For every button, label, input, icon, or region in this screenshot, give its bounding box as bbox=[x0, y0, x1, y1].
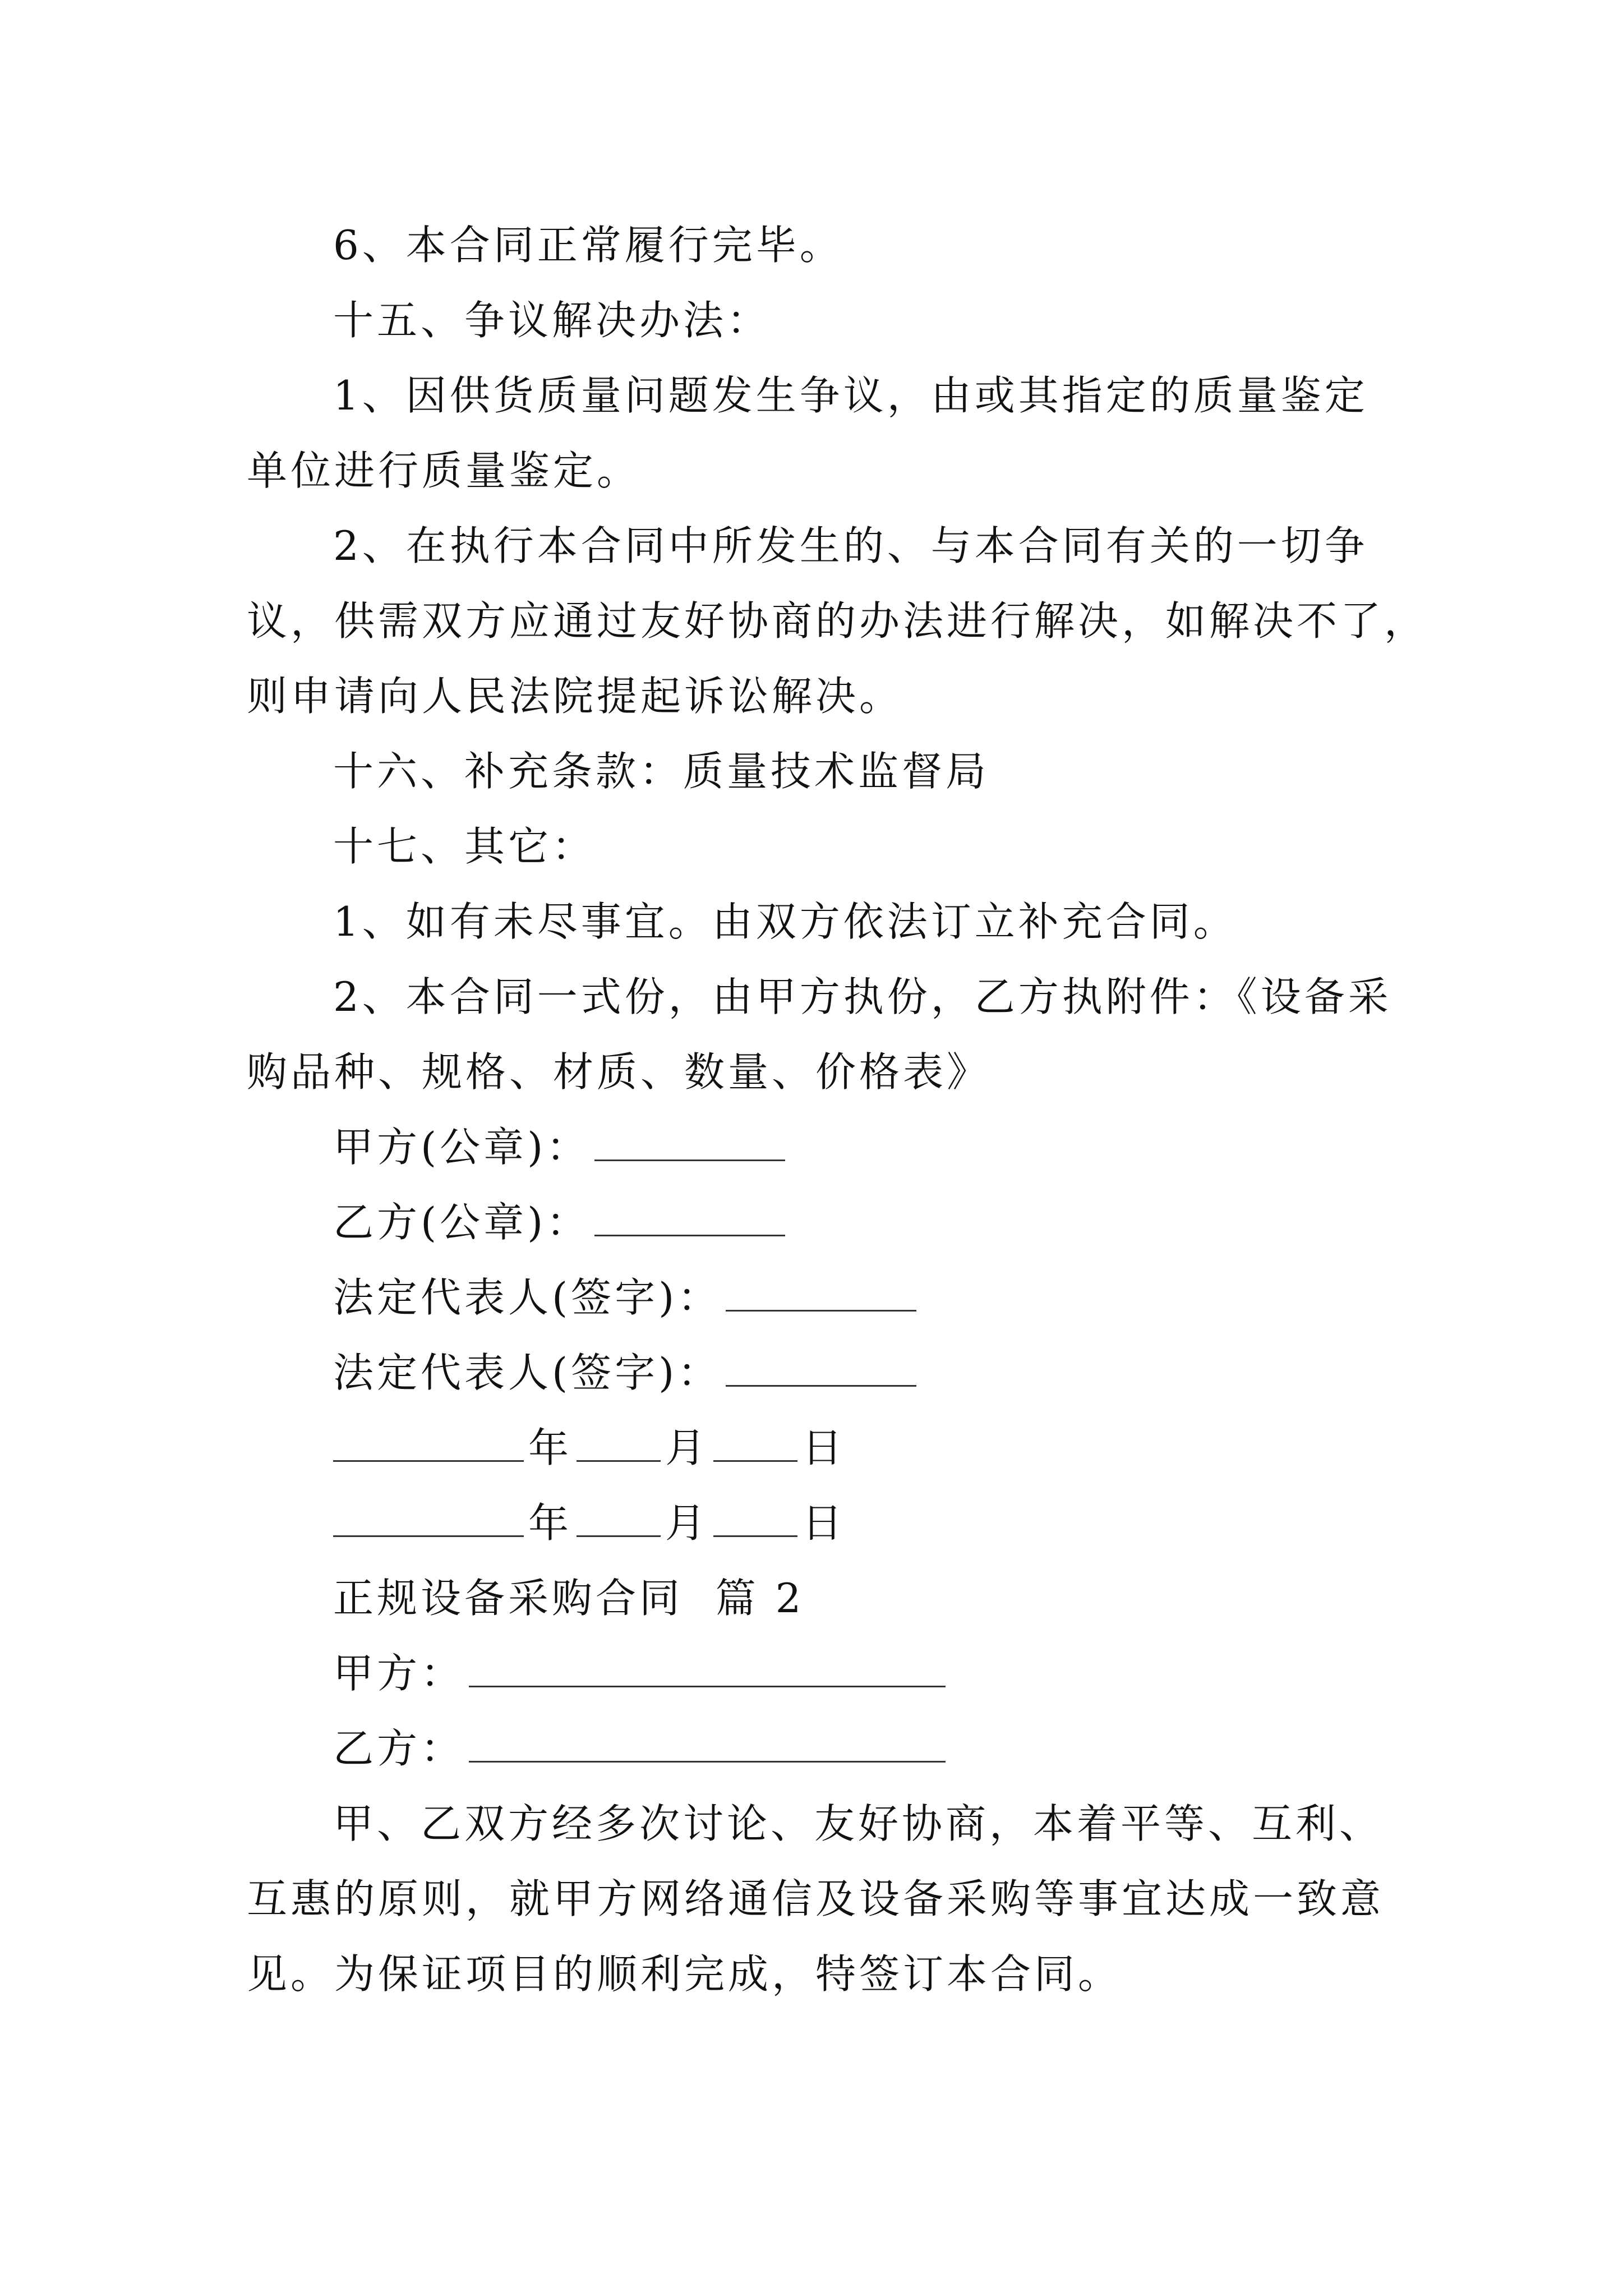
date-month-blank-1[interactable] bbox=[577, 1428, 661, 1462]
clause-15-item-1-line-1: 1、因供货质量问题发生争议，由或其指定的质量鉴定 bbox=[333, 372, 1368, 419]
clause-15-item-2-line-1: 2、在执行本合同中所发生的、与本合同有关的一切争 bbox=[333, 522, 1368, 569]
section-2-party-a-blank[interactable] bbox=[469, 1653, 946, 1687]
date-month-blank-2[interactable] bbox=[577, 1503, 661, 1537]
section-2-party-a-row bbox=[247, 1636, 1413, 1711]
party-b-seal-blank[interactable] bbox=[594, 1202, 785, 1236]
date-row-2 bbox=[247, 1485, 1413, 1561]
date-row-1 bbox=[247, 1410, 1413, 1485]
section-2-intro-line-1: 甲、乙双方经多次讨论、友好协商，本着平等、互利、 bbox=[333, 1800, 1384, 1847]
date-month-label-1: 月 bbox=[665, 1424, 709, 1471]
section-2-party-b-row bbox=[247, 1711, 1413, 1786]
clause-17-item-2-line-1: 2、本合同一式份，由甲方执份，乙方执附件：《设备采 bbox=[333, 973, 1392, 1020]
date-day-blank-2[interactable] bbox=[713, 1503, 797, 1537]
clause-15-item-2-line-2: 议，供需双方应通过友好协商的办法进行解决，如解决不了， bbox=[247, 597, 1428, 645]
clause-17-item-1: 1、如有未尽事宜。由双方依法订立补充合同。 bbox=[333, 898, 1237, 945]
rep-sign-blank-2[interactable] bbox=[726, 1352, 916, 1387]
clause-17-heading: 十七、其它： bbox=[333, 823, 596, 870]
section-2-party-a-label: 甲方： bbox=[333, 1650, 465, 1697]
party-b-seal-label: 乙方(公章)： bbox=[333, 1199, 591, 1246]
section-2-intro-line-2: 互惠的原则，就甲方网络通信及设备采购等事宜达成一致意 bbox=[247, 1875, 1385, 1922]
clause-15-item-1-line-2: 单位进行质量鉴定。 bbox=[247, 447, 641, 494]
clause-16: 十六、补充条款：质量技术监督局 bbox=[333, 748, 990, 795]
party-a-seal-label: 甲方(公章)： bbox=[333, 1124, 591, 1171]
date-day-blank-1[interactable] bbox=[713, 1428, 797, 1462]
party-a-seal-row bbox=[247, 1110, 1413, 1185]
clause-14-item-6: 6、本合同正常履行完毕。 bbox=[333, 222, 843, 269]
date-year-label-1: 年 bbox=[528, 1424, 573, 1471]
date-month-label-2: 月 bbox=[665, 1499, 709, 1547]
rep-sign-label-1: 法定代表人(签字)： bbox=[333, 1274, 722, 1321]
section-2-title: 正规设备采购合同 篇 2 bbox=[333, 1575, 805, 1622]
clause-15-heading: 十五、争议解决办法： bbox=[333, 297, 771, 344]
rep-sign-row-2 bbox=[247, 1335, 1413, 1410]
rep-sign-blank-1[interactable] bbox=[726, 1277, 916, 1312]
date-year-label-2: 年 bbox=[528, 1499, 573, 1547]
date-year-blank-2[interactable] bbox=[333, 1503, 524, 1537]
section-2-party-b-label: 乙方： bbox=[333, 1725, 465, 1772]
party-a-seal-blank[interactable] bbox=[594, 1127, 785, 1161]
rep-sign-label-2: 法定代表人(签字)： bbox=[333, 1349, 722, 1396]
document-body bbox=[247, 208, 1428, 2012]
date-day-label-1: 日 bbox=[802, 1424, 846, 1471]
section-2-party-b-blank[interactable] bbox=[469, 1728, 946, 1763]
clause-15-item-2-line-3: 则申请向人民法院提起诉讼解决。 bbox=[247, 673, 903, 720]
party-b-seal-row bbox=[247, 1185, 1413, 1260]
rep-sign-row-1 bbox=[247, 1260, 1413, 1335]
clause-17-item-2-line-2: 购品种、规格、材质、数量、价格表》 bbox=[247, 1048, 991, 1096]
date-day-label-2: 日 bbox=[802, 1499, 846, 1547]
section-2-intro-line-3: 见。为保证项目的顺利完成，特签订本合同。 bbox=[247, 1950, 1122, 1998]
date-year-blank-1[interactable] bbox=[333, 1428, 524, 1462]
